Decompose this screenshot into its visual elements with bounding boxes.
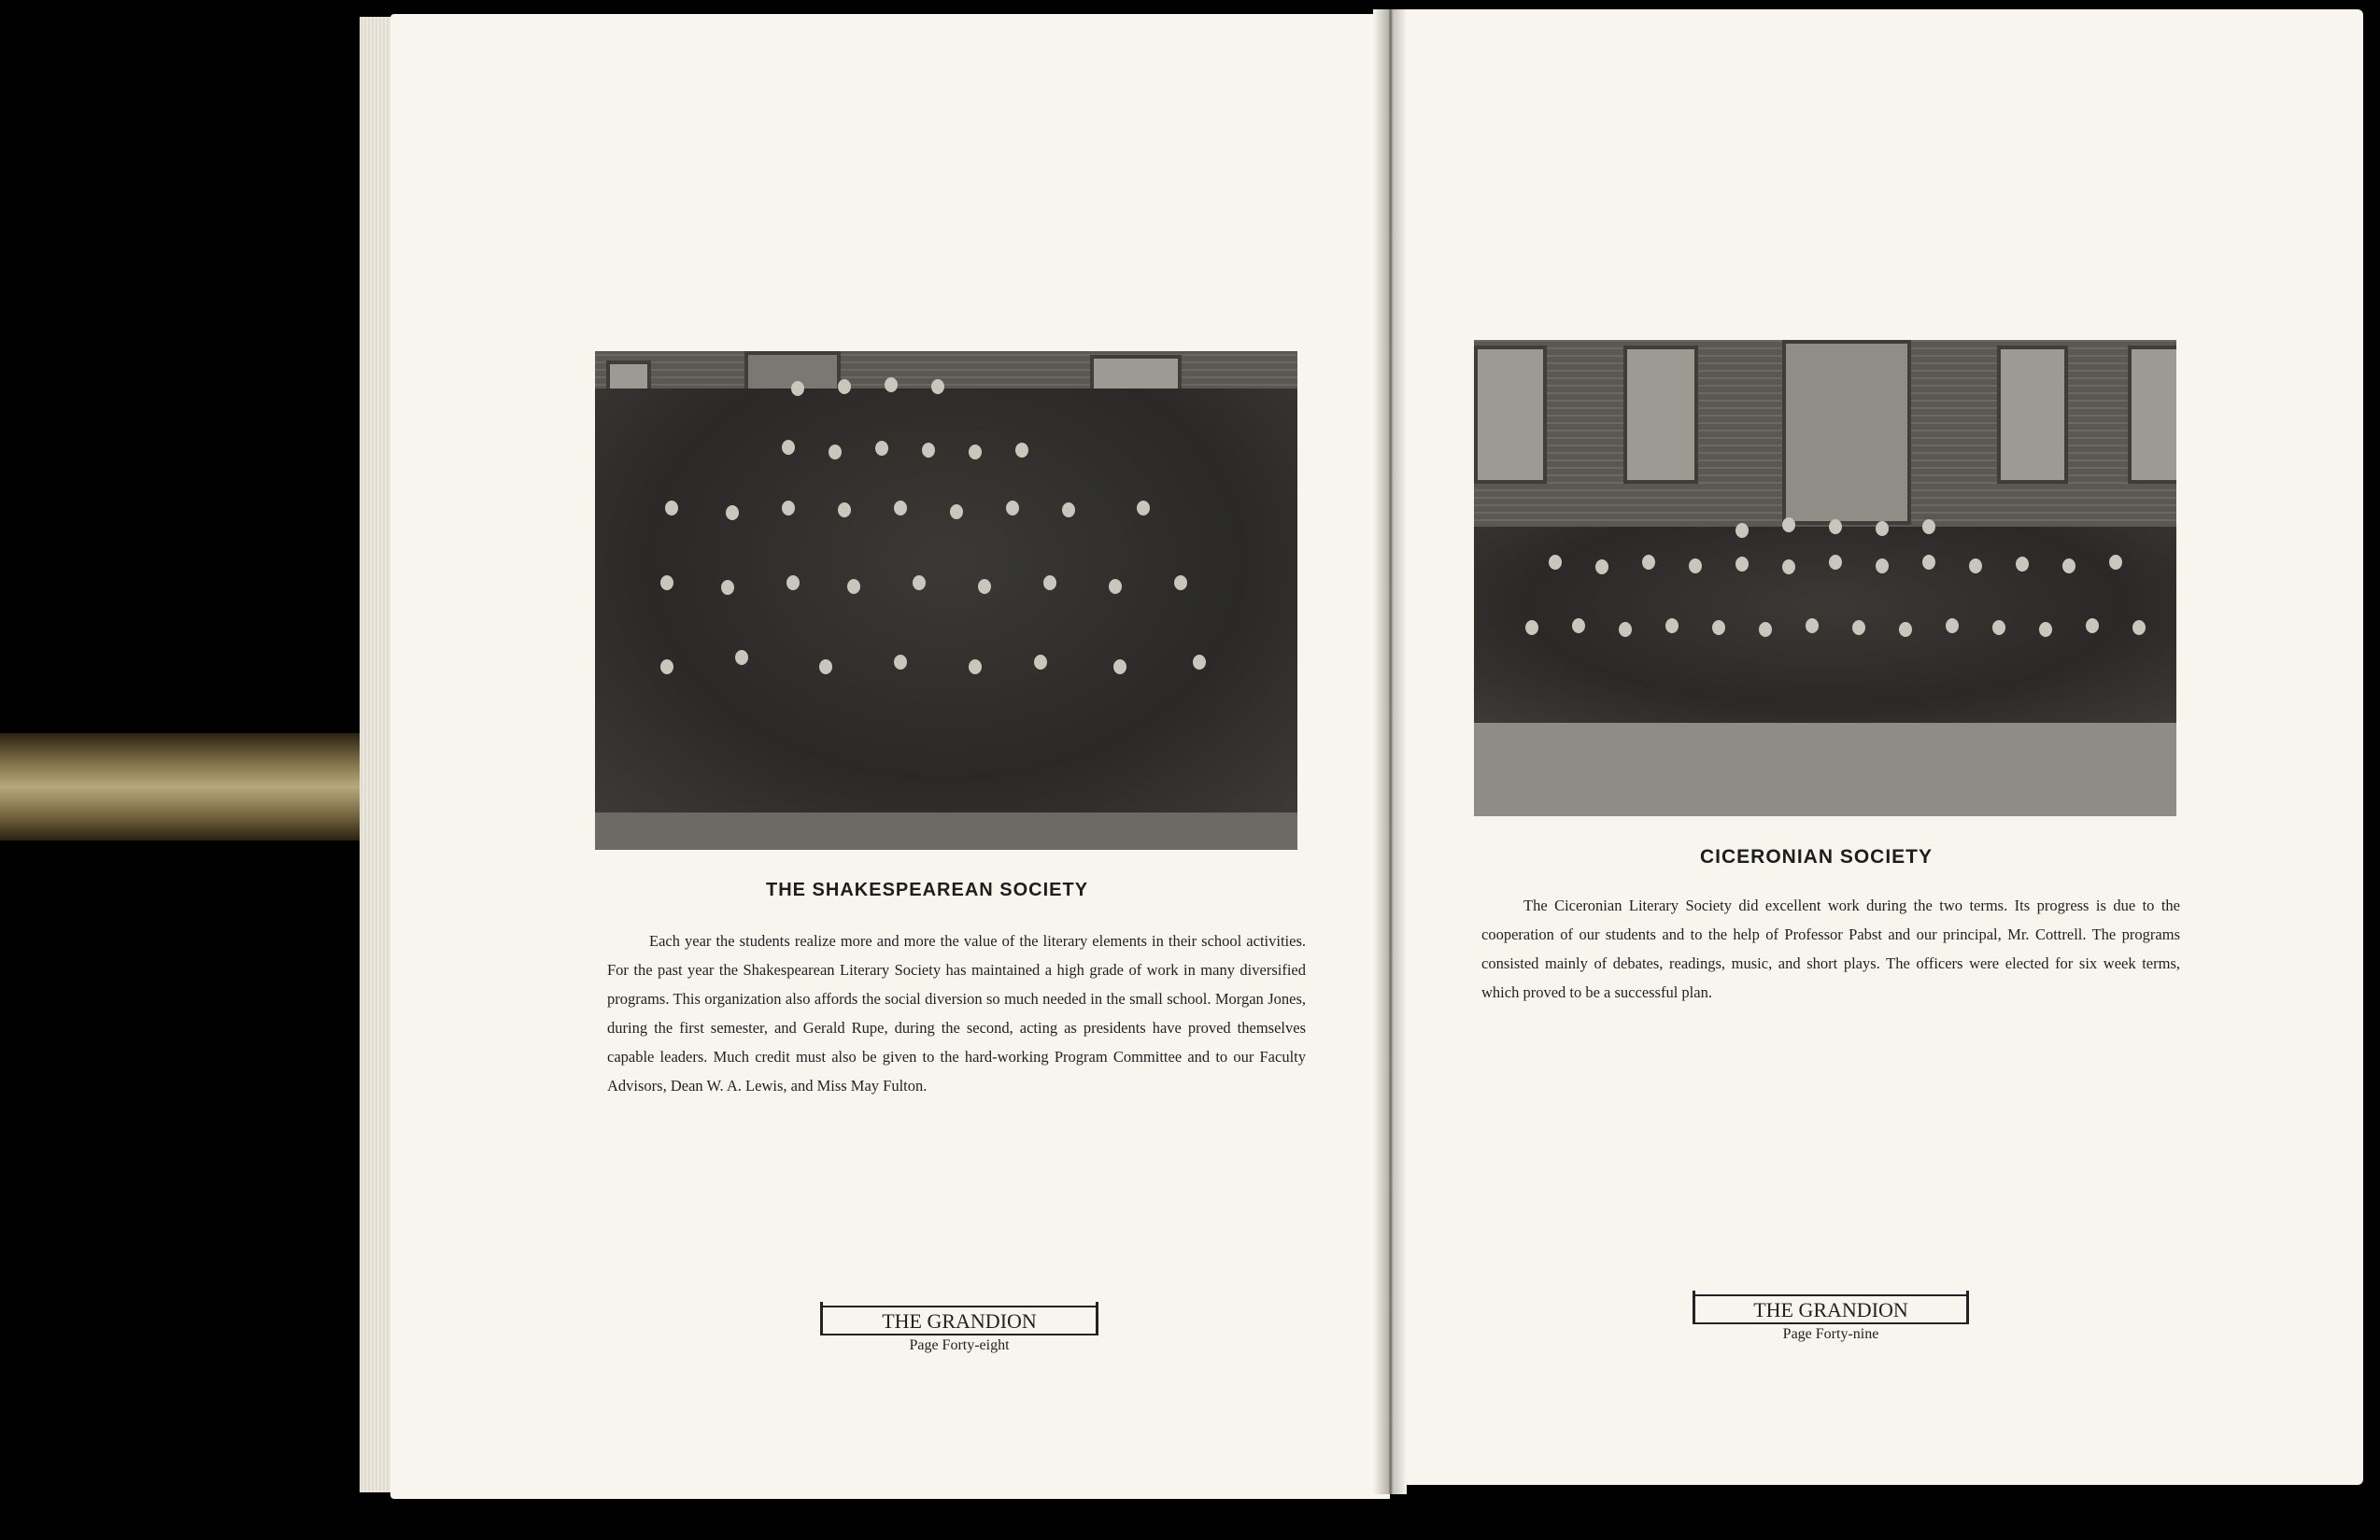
ciceronian-society-paragraph: The Ciceronian Literary Society did excellent work during the two terms. Its progress is due to the cooperation of our students and to the help of Professor Pabst and our principal, Mr. Cottrell. The programs consisted mainly of debates, readings, music, and short plays. The officers were elected for six week terms, which proved to be a successful plan. (1481, 897, 2180, 1001)
right-page-footer (1693, 1294, 1969, 1343)
left-page-footer (820, 1306, 1098, 1354)
book-gutter (1373, 9, 1407, 1494)
shakespearean-society-paragraph: Each year the students realize more and more the value of the literary elements in their school activities. For the past year the Shakespearean Literary Society has maintained a high grade of work in many diversified programs. This organization also affords the social diversion so much needed in the small school. Morgan Jones, during the first semester, and Gerald Rupe, during the second, acting as presidents have proved themselves capable leaders. Much credit must also be given to the hard-working Program Committee and to our Faculty Advisors, Dean W. A. Lewis, and Miss May Fulton. (607, 932, 1306, 1095)
shakespearean-society-title: THE SHAKESPEAREAN SOCIETY (766, 880, 1089, 900)
footer-title: THE GRANDION (1693, 1294, 1969, 1324)
footer-title: THE GRANDION (820, 1306, 1098, 1335)
shakespearean-society-photo (595, 351, 1297, 850)
ciceronian-society-photo (1474, 340, 2176, 816)
ciceronian-society-title: CICERONIAN SOCIETY (1700, 846, 1934, 868)
page-number: Page Forty-nine (1782, 1326, 1879, 1342)
page-number: Page Forty-eight (909, 1337, 1010, 1353)
